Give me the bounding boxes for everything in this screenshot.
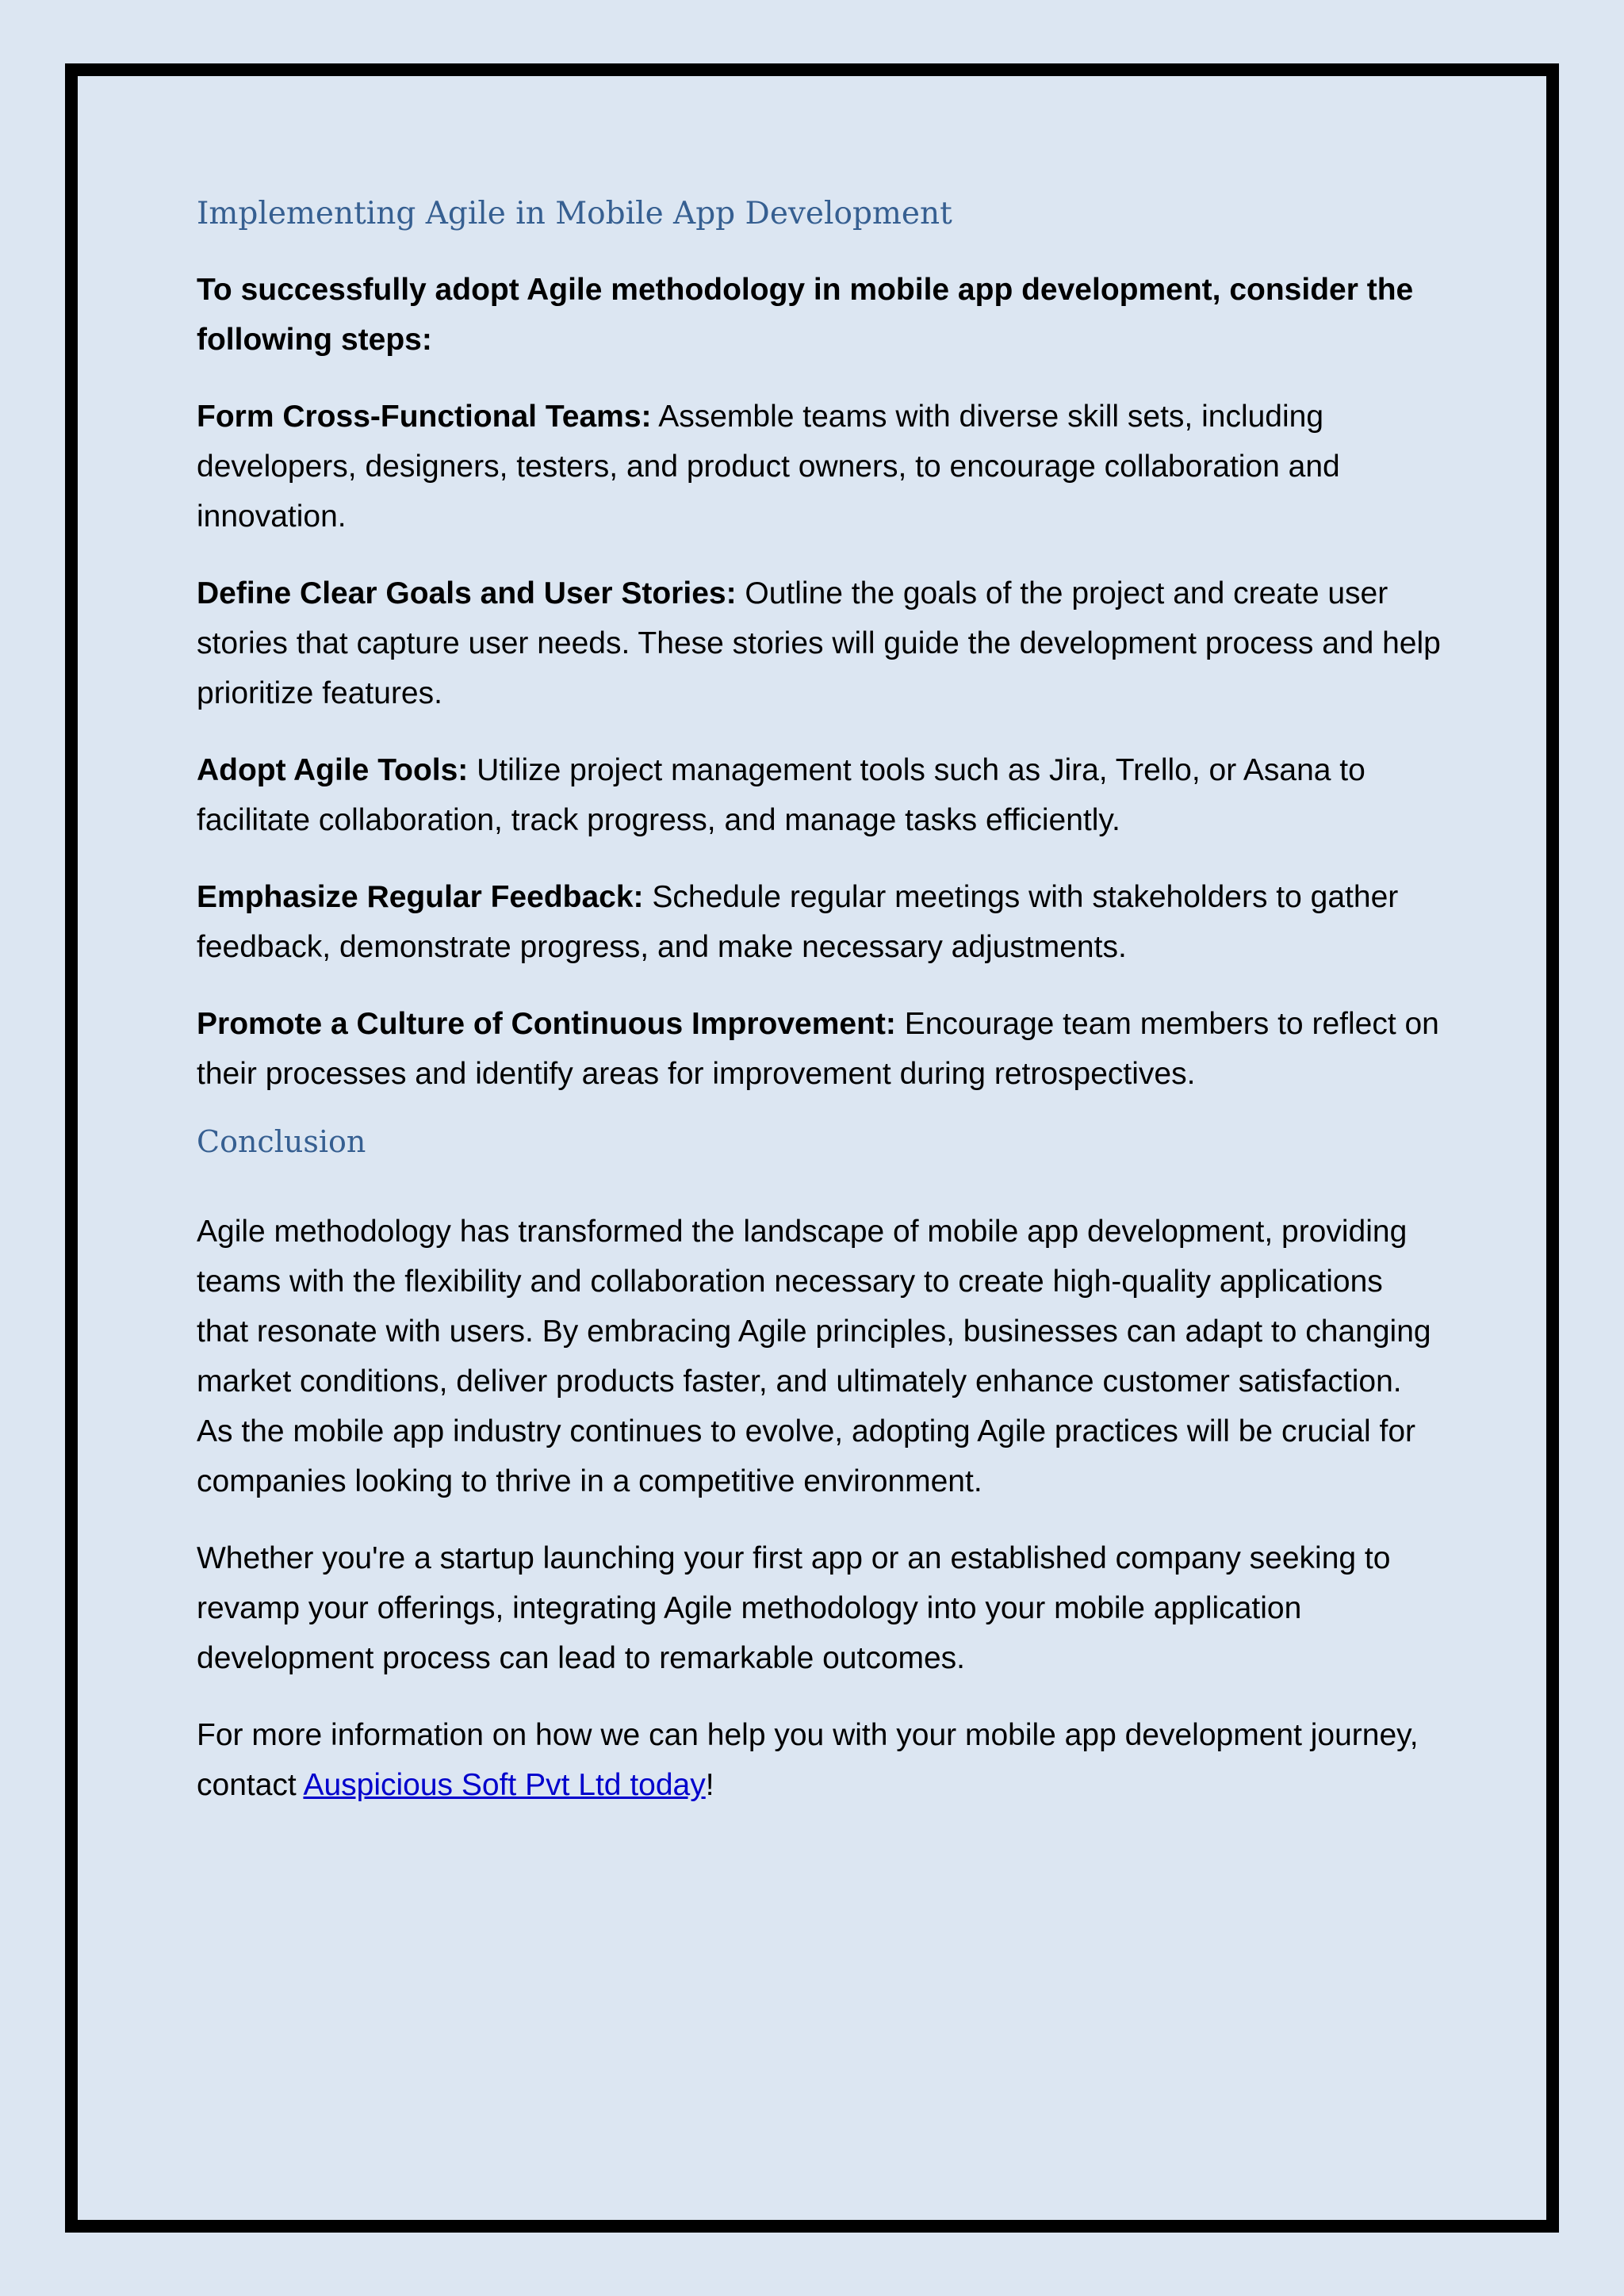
step-term: Promote a Culture of Continuous Improvement: bbox=[197, 1007, 896, 1041]
contact-text-after: ! bbox=[705, 1768, 714, 1802]
document-body bbox=[197, 190, 1442, 1837]
conclusion-paragraph: Whether you're a startup launching your first app or an established company seeking to revamp your offerings, integrating Agile methodology into your mobile application development process can lead to remarkable outcomes. bbox=[197, 1541, 1391, 1675]
contact-text-before: For more information on how we can help you with your mobile app development journey, contact bbox=[197, 1718, 1419, 1802]
step-term: Adopt Agile Tools: bbox=[197, 753, 469, 787]
step-text: Utilize project management tools such as Jira, Trello, or Asana to facilitate collaboration, track progress, and manage tasks efficiently. bbox=[197, 753, 1365, 837]
conclusion-heading: Conclusion bbox=[197, 1124, 366, 1159]
step-text: Schedule regular meetings with stakeholders to gather feedback, demonstrate progress, and make necessary adjustments. bbox=[197, 880, 1399, 964]
step-term: Emphasize Regular Feedback: bbox=[197, 880, 644, 914]
step-paragraph bbox=[197, 999, 1442, 1099]
step-text: Encourage team members to reflect on their processes and identify areas for improvement during retrospectives. bbox=[197, 1007, 1439, 1091]
step-paragraph bbox=[197, 872, 1442, 972]
conclusion-paragraph: Agile methodology has transformed the landscape of mobile app development, providing teams with the flexibility and collaboration necessary to create high-quality applications that resonate with users. By embracing Agile principles, businesses can adapt to changing market conditions, deliver products faster, and ultimately enhance customer satisfaction. As the mobile app industry continues to evolve, adopting Agile practices will be crucial for companies looking to thrive in a competitive environment. bbox=[197, 1215, 1431, 1498]
step-paragraph bbox=[197, 392, 1442, 541]
step-term: Define Clear Goals and User Stories: bbox=[197, 576, 737, 610]
contact-paragraph bbox=[197, 1710, 1442, 1810]
step-paragraph bbox=[197, 745, 1442, 845]
company-link[interactable]: Auspicious Soft Pvt Ltd today bbox=[303, 1768, 706, 1802]
step-text: Outline the goals of the project and create user stories that capture user needs. These stories will guide the development process and help prioritize features. bbox=[197, 576, 1441, 710]
step-term: Form Cross-Functional Teams: bbox=[197, 400, 652, 434]
step-text: Assemble teams with diverse skill sets, including developers, designers, testers, and product owners, to encourage collaboration and innovation. bbox=[197, 400, 1340, 534]
document-title: Implementing Agile in Mobile App Development bbox=[197, 196, 952, 232]
intro-paragraph: To successfully adopt Agile methodology in mobile app development, consider the following steps: bbox=[197, 273, 1414, 357]
step-paragraph bbox=[197, 568, 1442, 718]
